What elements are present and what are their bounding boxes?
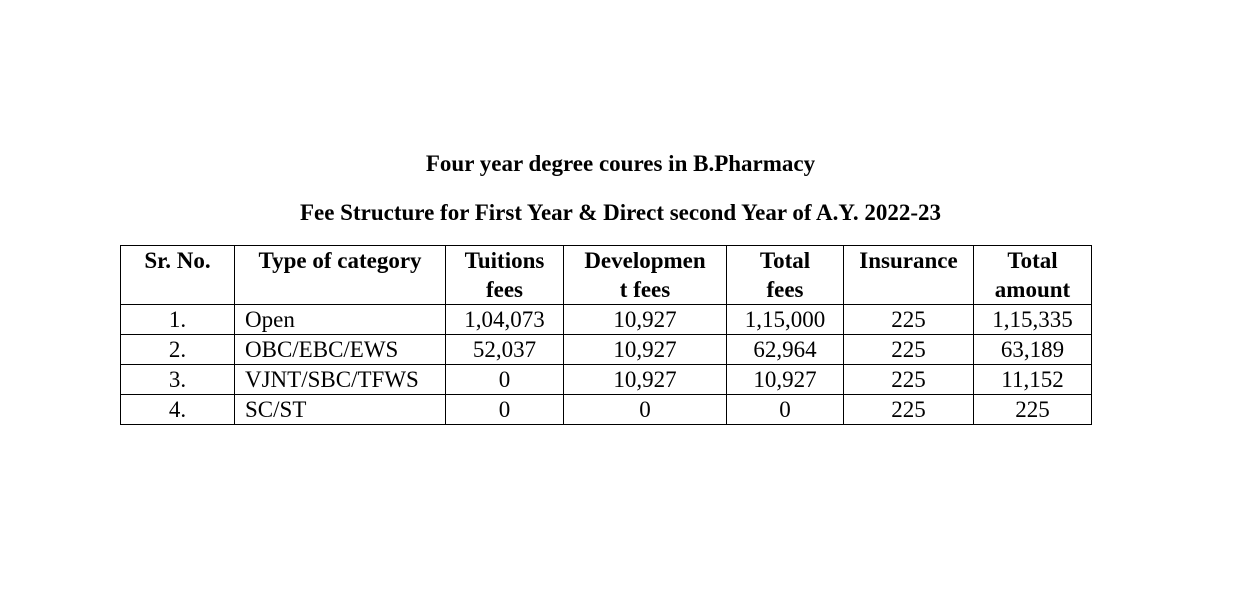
document-title: Four year degree coures in B.Pharmacy (425, 151, 816, 176)
table-header-row (121, 246, 1092, 305)
cell-total-fees: 0 (727, 395, 844, 425)
cell-development-fees: 10,927 (564, 305, 727, 335)
cell-total-fees: 62,964 (727, 335, 844, 365)
table-row (121, 335, 1092, 365)
cell-development-fees: 10,927 (564, 335, 727, 365)
header-insurance (844, 246, 974, 305)
cell-total-fees: 1,15,000 (727, 305, 844, 335)
cell-sr-no: 2. (121, 335, 235, 365)
cell-sr-no: 1. (121, 305, 235, 335)
cell-development-fees: 0 (564, 395, 727, 425)
cell-insurance: 225 (844, 365, 974, 395)
cell-total-amount: 1,15,335 (974, 305, 1092, 335)
cell-total-amount: 63,189 (974, 335, 1092, 365)
header-category (235, 246, 446, 305)
header-line: t fees (619, 277, 671, 302)
header-line: Insurance (859, 248, 958, 273)
header-line: Tuitions (464, 248, 545, 273)
header-line: Type of category (258, 248, 422, 273)
cell-tuition-fees: 1,04,073 (446, 305, 564, 335)
cell-sr-no: 4. (121, 395, 235, 425)
fee-structure-table (120, 245, 1092, 425)
header-sr-no (121, 246, 235, 305)
header-line: amount (994, 277, 1071, 302)
table-row (121, 305, 1092, 335)
cell-total-amount: 225 (974, 395, 1092, 425)
header-line: Total (759, 248, 811, 273)
cell-tuition-fees: 0 (446, 395, 564, 425)
cell-total-amount: 11,152 (974, 365, 1092, 395)
header-line: Sr. No. (144, 248, 211, 273)
table-row (121, 395, 1092, 425)
header-line: Total (1007, 248, 1058, 273)
cell-tuition-fees: 0 (446, 365, 564, 395)
header-total-fees (727, 246, 844, 305)
cell-category: OBC/EBC/EWS (235, 335, 446, 365)
header-line: fees (485, 277, 524, 302)
header-line: Developmen (584, 248, 706, 273)
cell-insurance: 225 (844, 395, 974, 425)
cell-total-fees: 10,927 (727, 365, 844, 395)
header-development-fees (564, 246, 727, 305)
cell-insurance: 225 (844, 335, 974, 365)
document-subtitle: Fee Structure for First Year & Direct second Year of A.Y. 2022-23 (299, 200, 942, 225)
header-line: fees (766, 277, 804, 302)
cell-category: Open (235, 305, 446, 335)
cell-insurance: 225 (844, 305, 974, 335)
header-tuition-fees (446, 246, 564, 305)
cell-category: SC/ST (235, 395, 446, 425)
table-row (121, 365, 1092, 395)
cell-development-fees: 10,927 (564, 365, 727, 395)
header-total-amount (974, 246, 1092, 305)
cell-sr-no: 3. (121, 365, 235, 395)
cell-tuition-fees: 52,037 (446, 335, 564, 365)
cell-category: VJNT/SBC/TFWS (235, 365, 446, 395)
